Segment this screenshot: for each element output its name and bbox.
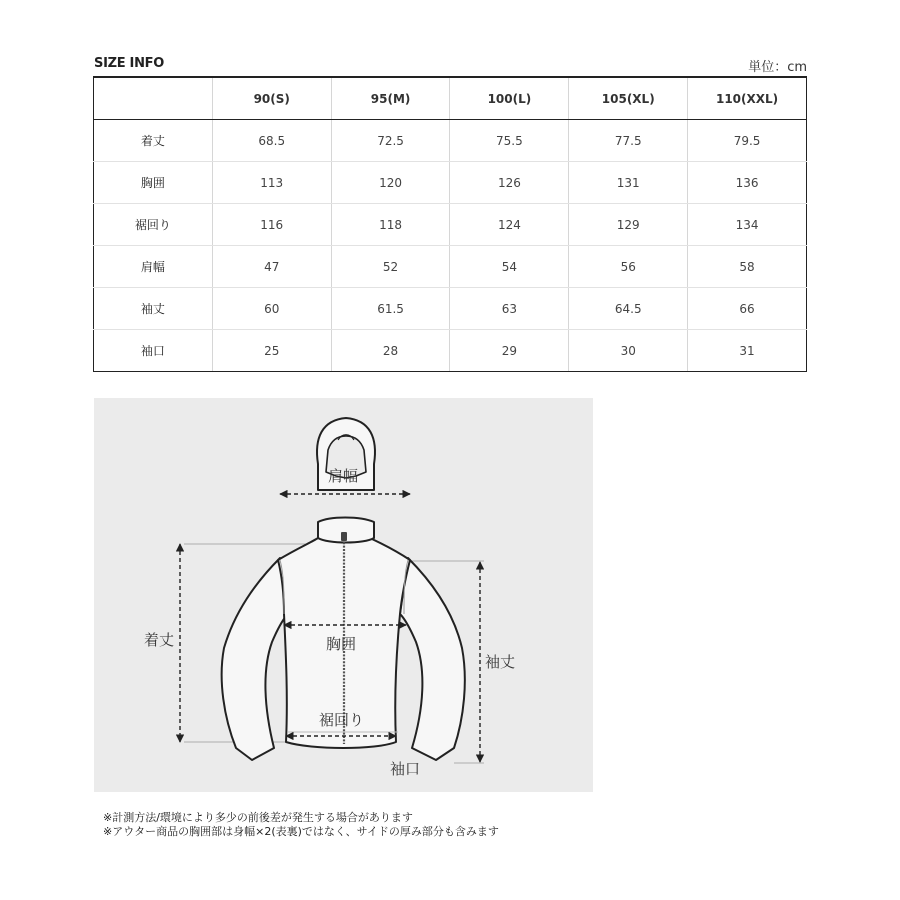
table-row: [94, 162, 807, 204]
table-cell: 126: [450, 162, 569, 204]
table-cell: 47: [212, 246, 331, 288]
table-cell: 113: [212, 162, 331, 204]
column-header: 90(S): [212, 77, 331, 120]
table-header-row: [94, 77, 807, 120]
column-header: 100(L): [450, 77, 569, 120]
cuff-label: 袖口: [390, 760, 421, 778]
table-cell: 64.5: [569, 288, 688, 330]
column-header: 95(M): [331, 77, 450, 120]
column-header: 110(XXL): [688, 77, 807, 120]
table-cell: 136: [688, 162, 807, 204]
table-cell: 58: [688, 246, 807, 288]
table-cell: 54: [450, 246, 569, 288]
table-row: [94, 246, 807, 288]
sleeve-label: 袖丈: [485, 653, 516, 671]
row-label: 袖口: [94, 330, 213, 372]
table-cell: 61.5: [331, 288, 450, 330]
column-header: 105(XL): [569, 77, 688, 120]
table-cell: 116: [212, 204, 331, 246]
table-cell: 124: [450, 204, 569, 246]
footnotes: [103, 811, 499, 839]
table-cell: 79.5: [688, 120, 807, 162]
table-cell: 134: [688, 204, 807, 246]
table-cell: 25: [212, 330, 331, 372]
size-info-title: SIZE INFO: [94, 56, 164, 71]
size-table: [93, 76, 807, 372]
row-label: 着丈: [94, 120, 213, 162]
table-cell: 129: [569, 204, 688, 246]
table-cell: 56: [569, 246, 688, 288]
jacket-measurement-diagram: [94, 398, 593, 792]
table-row: [94, 120, 807, 162]
table-cell: 31: [688, 330, 807, 372]
row-label: 胸囲: [94, 162, 213, 204]
table-cell: 77.5: [569, 120, 688, 162]
table-cell: 29: [450, 330, 569, 372]
jacket-illustration: [94, 398, 593, 792]
table-cell: 60: [212, 288, 331, 330]
footnote: ※アウター商品の胸囲部は身幅×2(表裏)ではなく、サイドの厚み部分も含みます: [103, 825, 499, 838]
hem-label: 裾回り: [319, 711, 365, 729]
table-cell: 118: [331, 204, 450, 246]
table-cell: 63: [450, 288, 569, 330]
row-label: 裾回り: [94, 204, 213, 246]
table-cell: 30: [569, 330, 688, 372]
table-cell: 131: [569, 162, 688, 204]
table-cell: 66: [688, 288, 807, 330]
row-label: 袖丈: [94, 288, 213, 330]
table-cell: 52: [331, 246, 450, 288]
table-cell: 68.5: [212, 120, 331, 162]
table-row: [94, 288, 807, 330]
table-corner-cell: [94, 77, 213, 120]
length-label: 着丈: [144, 631, 175, 649]
table-cell: 75.5: [450, 120, 569, 162]
table-row: [94, 330, 807, 372]
shoulder-label: 肩幅: [328, 467, 359, 485]
table-cell: 28: [331, 330, 450, 372]
table-cell: 72.5: [331, 120, 450, 162]
unit-label: 単位：cm: [748, 60, 807, 75]
row-label: 肩幅: [94, 246, 213, 288]
table-cell: 120: [331, 162, 450, 204]
footnote: ※計測方法/環境により多少の前後差が発生する場合があります: [103, 811, 413, 824]
chest-label: 胸囲: [326, 635, 357, 653]
table-row: [94, 204, 807, 246]
